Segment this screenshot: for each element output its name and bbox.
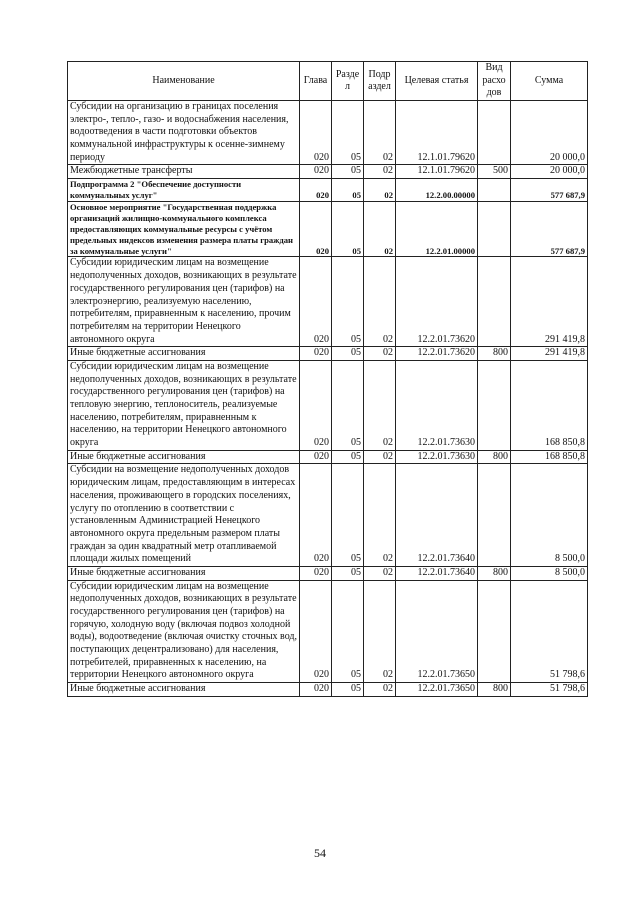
row-sum: 291 419,8 bbox=[511, 347, 588, 361]
table-row bbox=[68, 165, 588, 179]
row-name: Межбюджетные трансферты bbox=[68, 165, 300, 179]
row-vid bbox=[478, 257, 511, 347]
header-razdel: Разде л bbox=[332, 62, 364, 101]
row-razdel: 05 bbox=[332, 165, 364, 179]
row-vid bbox=[478, 580, 511, 683]
row-glava: 020 bbox=[300, 201, 332, 257]
row-podrazdel: 02 bbox=[364, 257, 396, 347]
row-sum: 577 687,9 bbox=[511, 201, 588, 257]
row-name: Субсидии юридическим лицам на возмещение недополученных доходов, возникающих в результате государственного регулирования цен (тарифов) на горячую, холодную воду (включая подвоз холодной воды), водоотведение (включая очистку сточных вод, поступающих децентрализовано) для населения, потребителей, приравненных к населению, на территории Ненецкого автономного округа bbox=[68, 580, 300, 683]
table-header-row bbox=[68, 62, 588, 101]
table-row bbox=[68, 360, 588, 450]
row-podrazdel: 02 bbox=[364, 464, 396, 567]
row-razdel: 05 bbox=[332, 566, 364, 580]
row-glava: 020 bbox=[300, 101, 332, 165]
row-razdel: 05 bbox=[332, 683, 364, 697]
row-vid bbox=[478, 360, 511, 450]
page-number: 54 bbox=[314, 846, 326, 860]
row-sum: 51 798,6 bbox=[511, 580, 588, 683]
row-podrazdel: 02 bbox=[364, 450, 396, 464]
row-name: Основное мероприятие "Государственная поддержка организаций жилищно-коммунального комплекса предоставляющих коммунальные ресурсы с учётом предельных индексов изменения размера платы граждан за коммунальные услуги" bbox=[68, 201, 300, 257]
row-podrazdel: 02 bbox=[364, 360, 396, 450]
row-sum: 168 850,8 bbox=[511, 360, 588, 450]
row-vid: 800 bbox=[478, 683, 511, 697]
row-name: Субсидии на возмещение недополученных доходов юридическим лицам, предоставляющим в интересах населения, проживающего в городских поселениях, услугу по отоплению в соответствии с установленным Администрацией Ненецкого автономного округа предельным размером платы граждан за один квадратный метр отапливаемой площади жилых помещений bbox=[68, 464, 300, 567]
row-razdel: 05 bbox=[332, 464, 364, 567]
row-name: Иные бюджетные ассигнования bbox=[68, 450, 300, 464]
row-target: 12.2.01.73640 bbox=[396, 566, 478, 580]
row-target: 12.2.01.73620 bbox=[396, 257, 478, 347]
row-glava: 020 bbox=[300, 580, 332, 683]
row-razdel: 05 bbox=[332, 360, 364, 450]
header-vid: Вид расхо дов bbox=[478, 62, 511, 101]
row-glava: 020 bbox=[300, 347, 332, 361]
row-sum: 291 419,8 bbox=[511, 257, 588, 347]
table-row bbox=[68, 257, 588, 347]
row-name: Субсидии юридическим лицам на возмещение недополученных доходов, возникающих в результате государственного регулирования цен (тарифов) на тепловую энергию, теплоноситель, реализуемые населению, потребителям, приравненным к населению, на территории Ненецкого автономного округа bbox=[68, 360, 300, 450]
row-podrazdel: 02 bbox=[364, 179, 396, 202]
table-row bbox=[68, 683, 588, 697]
row-name: Подпрограмма 2 "Обеспечение доступности коммунальных услуг" bbox=[68, 179, 300, 202]
row-vid bbox=[478, 201, 511, 257]
row-razdel: 05 bbox=[332, 450, 364, 464]
table-row bbox=[68, 179, 588, 202]
row-razdel: 05 bbox=[332, 101, 364, 165]
row-razdel: 05 bbox=[332, 580, 364, 683]
row-podrazdel: 02 bbox=[364, 165, 396, 179]
row-glava: 020 bbox=[300, 179, 332, 202]
row-podrazdel: 02 bbox=[364, 201, 396, 257]
row-vid bbox=[478, 101, 511, 165]
table-row bbox=[68, 580, 588, 683]
row-target: 12.2.01.00000 bbox=[396, 201, 478, 257]
header-target: Целевая статья bbox=[396, 62, 478, 101]
header-podrazdel: Подр аздел bbox=[364, 62, 396, 101]
row-sum: 168 850,8 bbox=[511, 450, 588, 464]
row-vid: 500 bbox=[478, 165, 511, 179]
row-name: Иные бюджетные ассигнования bbox=[68, 566, 300, 580]
row-sum: 20 000,0 bbox=[511, 101, 588, 165]
row-glava: 020 bbox=[300, 464, 332, 567]
row-target: 12.1.01.79620 bbox=[396, 165, 478, 179]
row-name: Субсидии юридическим лицам на возмещение недополученных доходов, возникающих в результате государственного регулирования цен (тарифов) на электроэнергию, реализуемую населению, потребителям, приравненным к населению, прочим потребителям на территории Ненецкого автономного округа bbox=[68, 257, 300, 347]
row-glava: 020 bbox=[300, 257, 332, 347]
row-target: 12.2.01.73630 bbox=[396, 360, 478, 450]
row-podrazdel: 02 bbox=[364, 580, 396, 683]
row-glava: 020 bbox=[300, 450, 332, 464]
row-name: Субсидии на организацию в границах поселения электро-, тепло-, газо- и водоснабжения населения, водоотведения в части подготовки объектов коммунальной инфраструктуры к осенне-зимнему периоду bbox=[68, 101, 300, 165]
row-target: 12.2.00.00000 bbox=[396, 179, 478, 202]
row-glava: 020 bbox=[300, 683, 332, 697]
row-target: 12.2.01.73640 bbox=[396, 464, 478, 567]
row-vid: 800 bbox=[478, 347, 511, 361]
header-name: Наименование bbox=[68, 62, 300, 101]
row-razdel: 05 bbox=[332, 347, 364, 361]
table-row bbox=[68, 201, 588, 257]
row-vid: 800 bbox=[478, 566, 511, 580]
row-glava: 020 bbox=[300, 360, 332, 450]
row-name: Иные бюджетные ассигнования bbox=[68, 347, 300, 361]
row-vid bbox=[478, 179, 511, 202]
row-vid: 800 bbox=[478, 450, 511, 464]
header-sum: Сумма bbox=[511, 62, 588, 101]
row-podrazdel: 02 bbox=[364, 347, 396, 361]
row-target: 12.2.01.73650 bbox=[396, 580, 478, 683]
row-razdel: 05 bbox=[332, 257, 364, 347]
row-podrazdel: 02 bbox=[364, 101, 396, 165]
row-glava: 020 bbox=[300, 165, 332, 179]
row-sum: 51 798,6 bbox=[511, 683, 588, 697]
row-razdel: 05 bbox=[332, 201, 364, 257]
row-podrazdel: 02 bbox=[364, 683, 396, 697]
table-row bbox=[68, 450, 588, 464]
row-podrazdel: 02 bbox=[364, 566, 396, 580]
table-row bbox=[68, 464, 588, 567]
row-target: 12.2.01.73620 bbox=[396, 347, 478, 361]
budget-table bbox=[67, 61, 588, 697]
header-glava: Глава bbox=[300, 62, 332, 101]
row-sum: 20 000,0 bbox=[511, 165, 588, 179]
table-row bbox=[68, 566, 588, 580]
row-vid bbox=[478, 464, 511, 567]
table-row bbox=[68, 347, 588, 361]
row-name: Иные бюджетные ассигнования bbox=[68, 683, 300, 697]
row-glava: 020 bbox=[300, 566, 332, 580]
row-sum: 8 500,0 bbox=[511, 566, 588, 580]
row-razdel: 05 bbox=[332, 179, 364, 202]
row-target: 12.1.01.79620 bbox=[396, 101, 478, 165]
row-target: 12.2.01.73630 bbox=[396, 450, 478, 464]
row-sum: 577 687,9 bbox=[511, 179, 588, 202]
row-sum: 8 500,0 bbox=[511, 464, 588, 567]
row-target: 12.2.01.73650 bbox=[396, 683, 478, 697]
table-row bbox=[68, 101, 588, 165]
